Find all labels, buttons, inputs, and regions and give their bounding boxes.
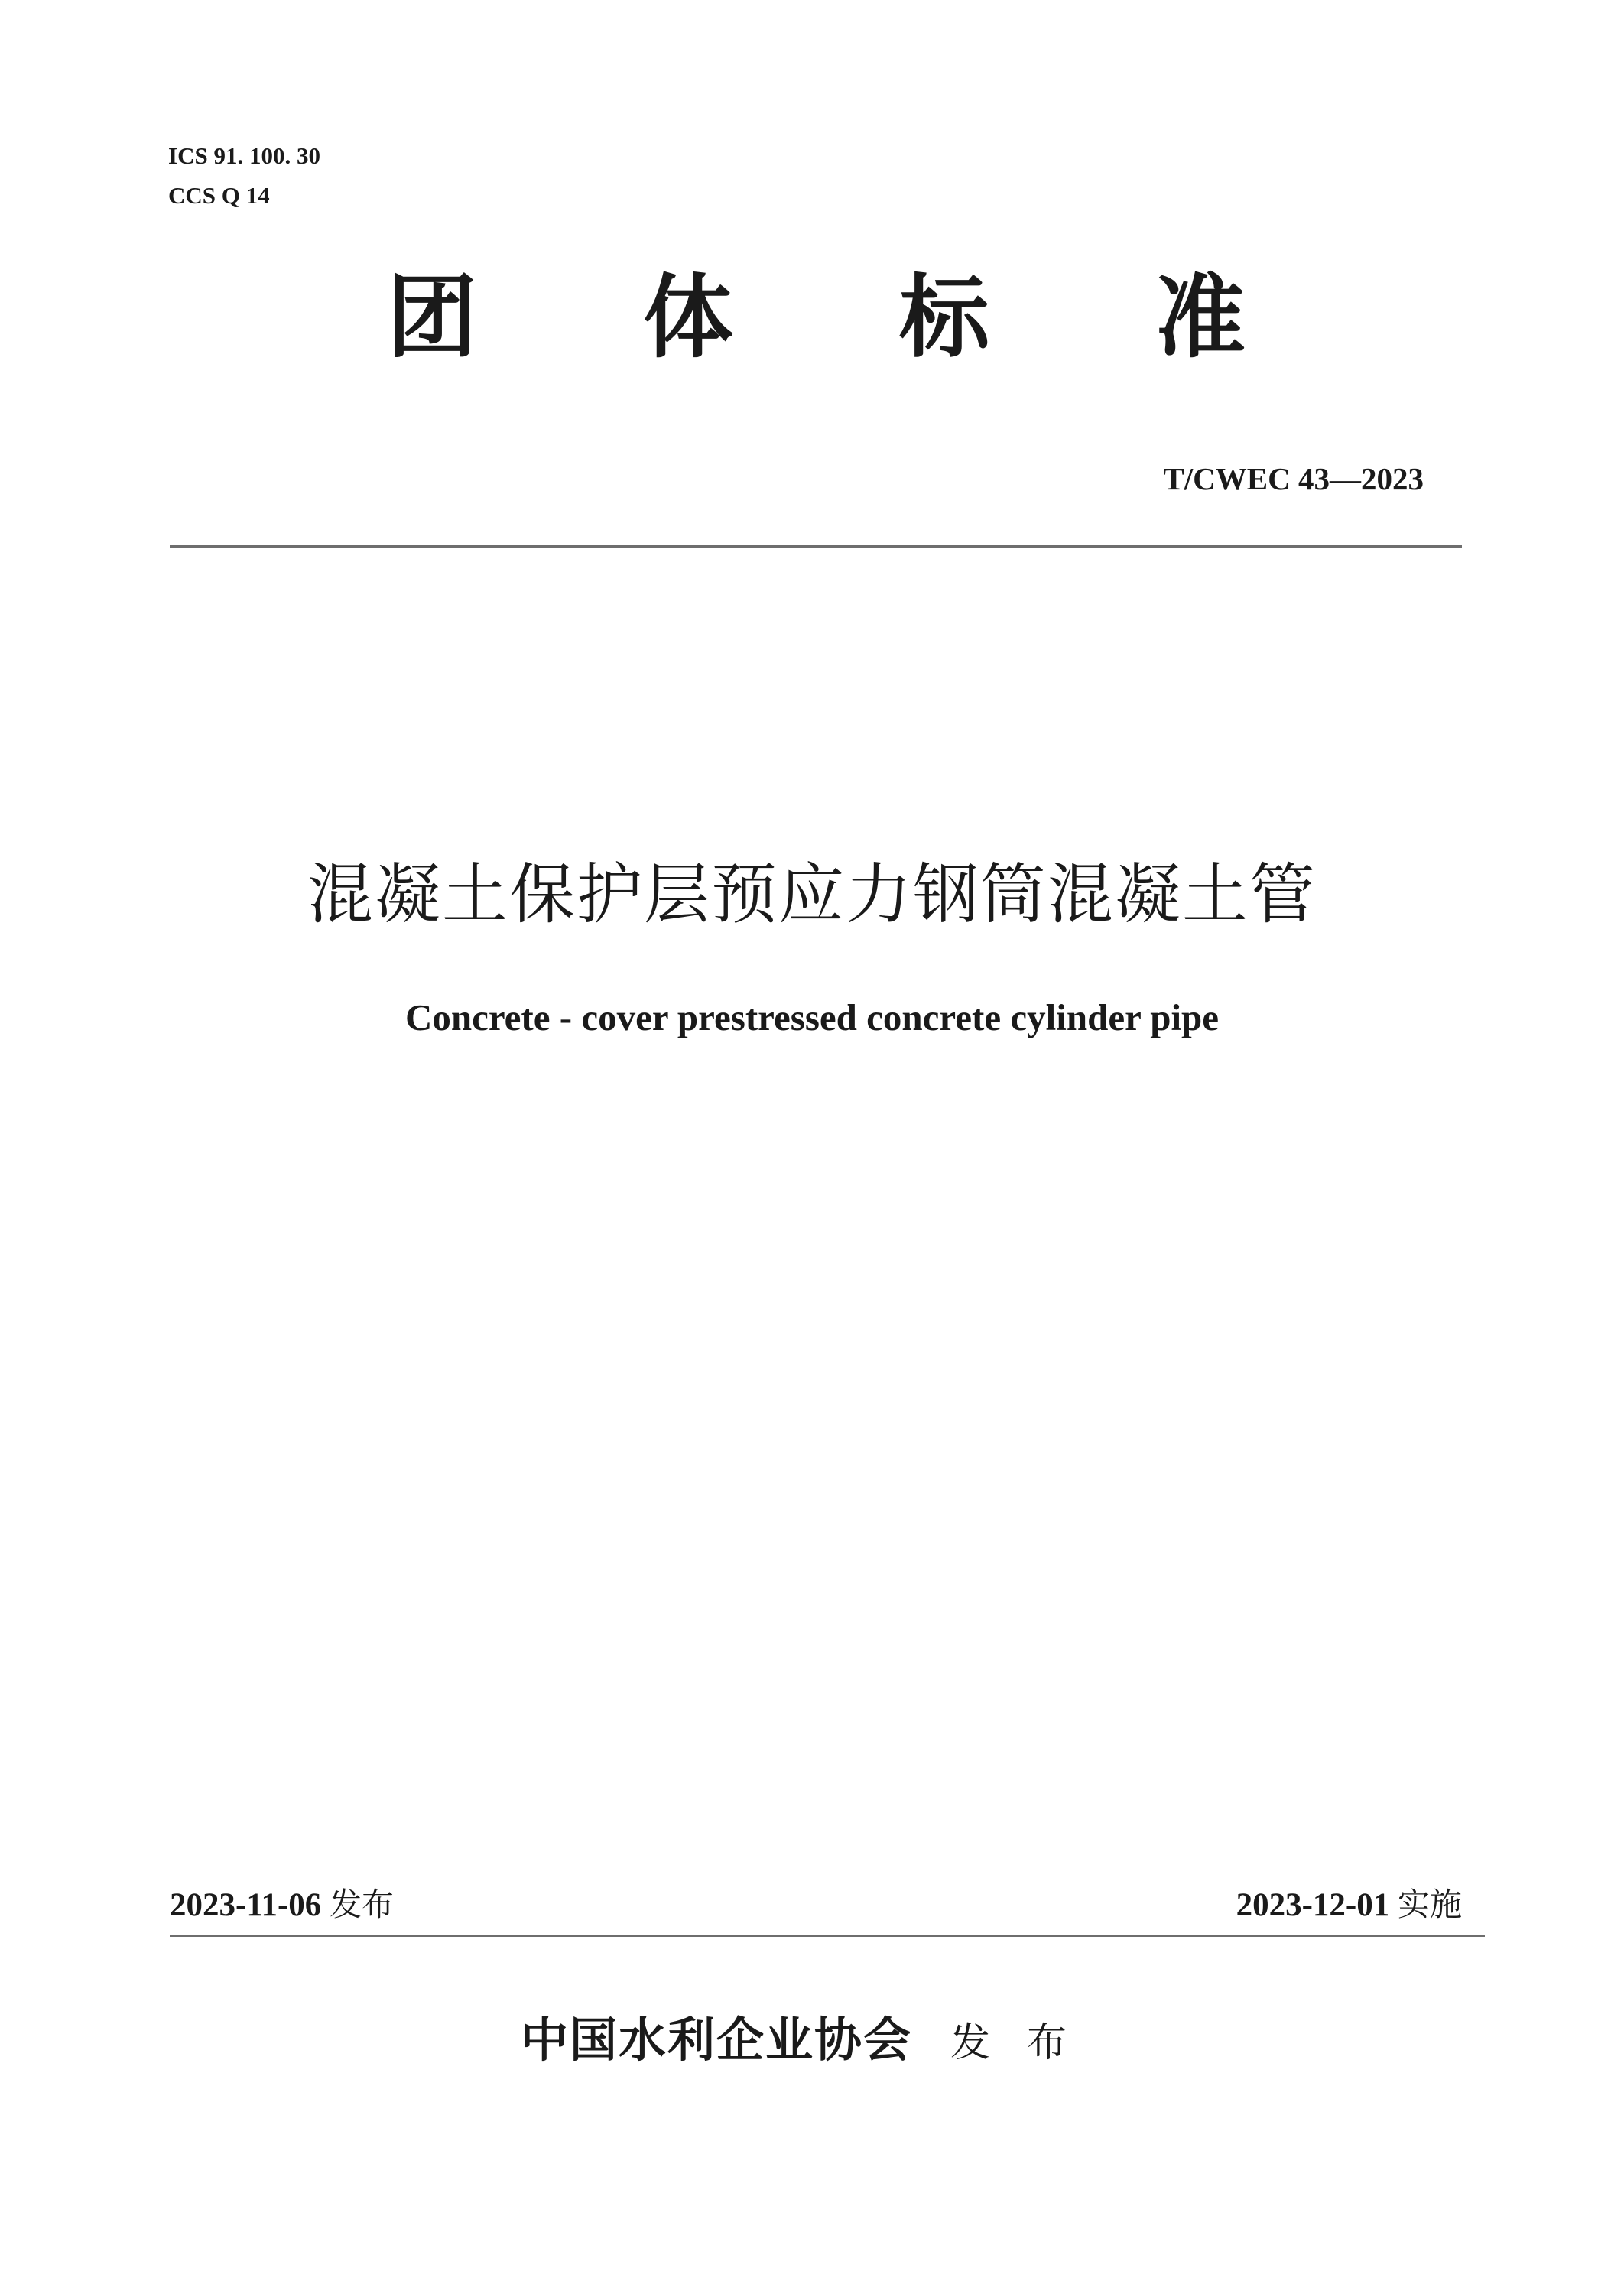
publisher-line [0, 2002, 1624, 2070]
ics-code: ICS 91. 100. 30 [168, 142, 320, 169]
doc-type-char-1: 团 [386, 265, 477, 370]
publisher-action: 发布 [950, 2020, 1104, 2066]
title-chinese: 混凝土保护层预应力钢筒混凝土管 [307, 856, 1317, 933]
ccs-code: CCS Q 14 [168, 182, 270, 209]
bottom-divider [170, 1935, 1485, 1937]
issue-label: 发布 [330, 1886, 395, 1923]
issue-date-line [170, 1880, 394, 1925]
issue-date: 2023-11-06 [170, 1887, 322, 1923]
document-type-heading [0, 260, 1624, 375]
classification-codes [168, 136, 320, 216]
top-divider [170, 545, 1462, 548]
implementation-date-line [1236, 1880, 1462, 1925]
title-english: Concrete - cover prestressed concrete cylinder pipe [404, 996, 1220, 1038]
implementation-label: 实施 [1397, 1886, 1462, 1923]
doc-type-char-2: 体 [642, 265, 733, 370]
publisher-organization: 中国水利企业协会 [520, 2012, 912, 2068]
doc-type-char-3: 标 [898, 265, 989, 370]
implementation-date: 2023-12-01 [1236, 1887, 1390, 1923]
doc-type-char-4: 准 [1155, 265, 1246, 370]
standard-number: T/CWEC 43—2023 [1163, 461, 1424, 496]
